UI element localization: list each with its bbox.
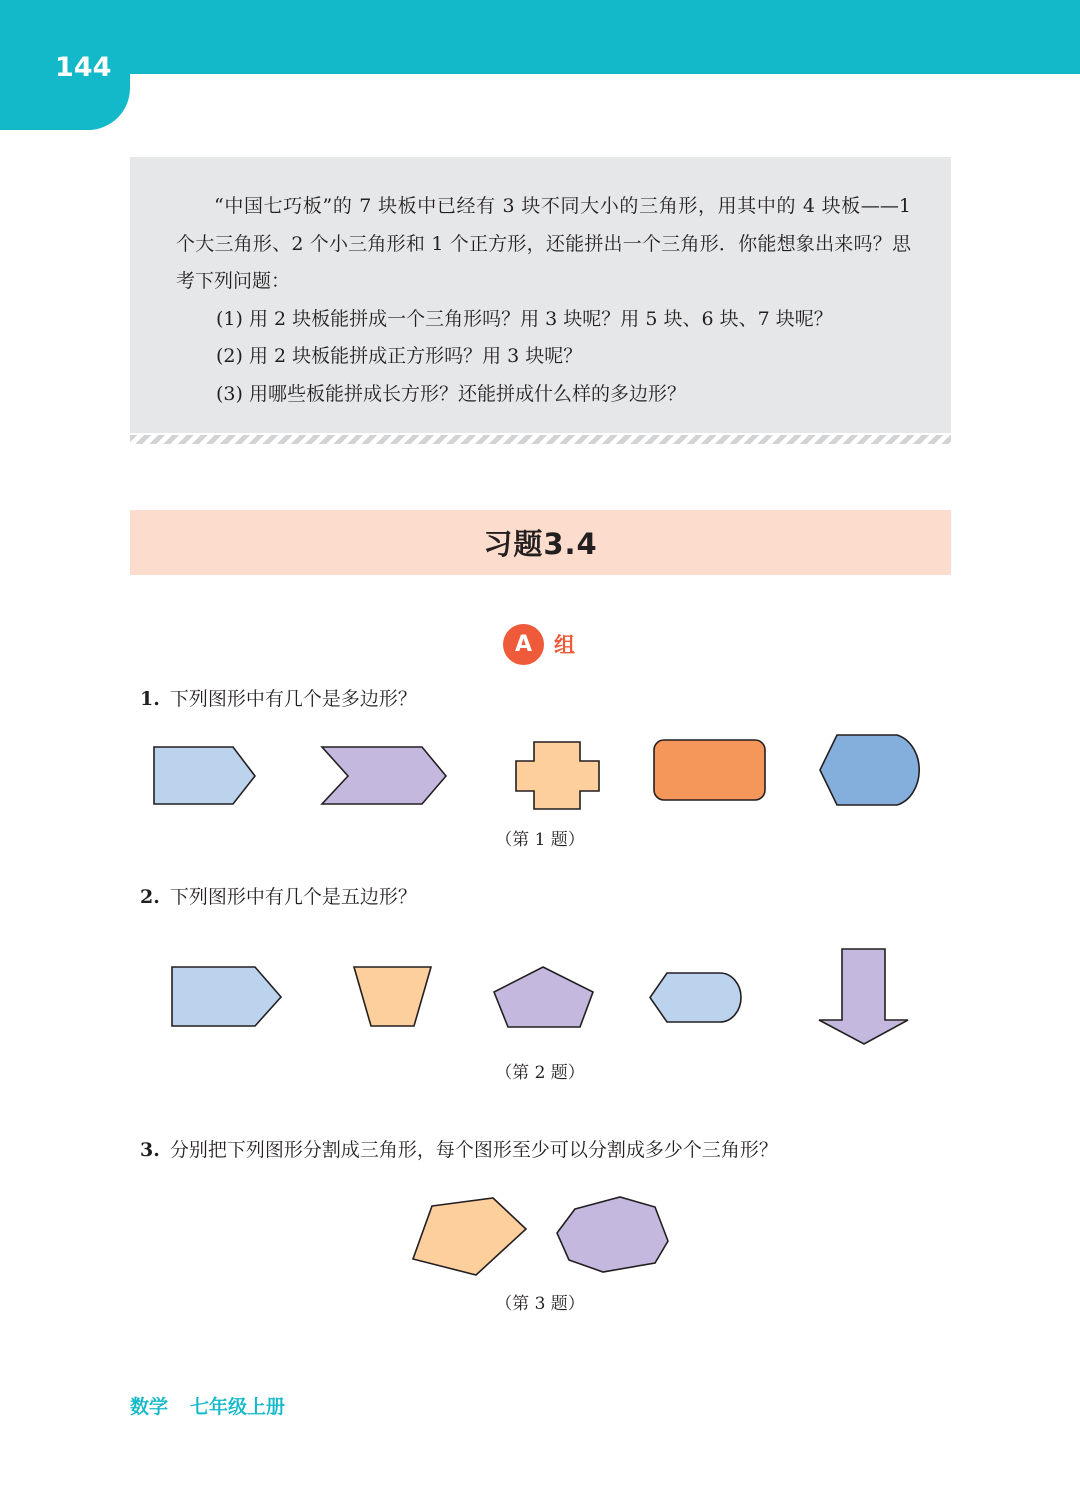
group-heading <box>503 623 575 665</box>
regular-pentagon-shape <box>494 967 593 1027</box>
footer <box>130 1392 285 1419</box>
thinking-text <box>176 188 911 413</box>
problem-2-text: 下列图形中有几个是五边形？ <box>169 886 417 908</box>
problem-2-number: 2. <box>140 886 160 908</box>
problem-1-caption: （第 1 题） <box>495 830 585 850</box>
problem-2 <box>140 882 417 909</box>
problem-3-figure <box>0 1185 1080 1285</box>
thinking-intro: “中国七巧板”的 7 块板中已经有 3 块不同大小的三角形，用其中的 4 块板——1 个大三角形、2 个小三角形和 1 个正方形，还能拼出一个三角形．你能想象出来吗？思考下列问题： <box>176 195 911 292</box>
rounded-hexagon-shape <box>650 973 741 1022</box>
problem-3-number: 3. <box>140 1139 160 1161</box>
rounded-rectangle-shape <box>654 740 765 800</box>
thinking-question-3: (3) 用哪些板能拼成长方形？还能拼成什么样的多边形？ <box>216 382 686 405</box>
chevron-shape <box>322 747 446 804</box>
problem-1-number: 1. <box>140 688 160 710</box>
group-label: 组 <box>554 633 575 657</box>
thinking-question-1: (1) 用 2 块板能拼成一个三角形吗？用 3 块呢？用 5 块、6 块、7 块呢？ <box>216 307 833 330</box>
problem-3-text: 分别把下列图形分割成三角形，每个图形至少可以分割成多少个三角形？ <box>169 1139 778 1161</box>
cross-shape <box>516 742 599 809</box>
footer-subject: 数学 <box>130 1396 169 1418</box>
down-arrow-shape <box>819 949 908 1044</box>
curved-hexagon-shape <box>820 735 919 805</box>
problem-3-caption: （第 3 题） <box>495 1294 585 1314</box>
header-bar <box>0 0 1080 74</box>
problem-3 <box>140 1135 778 1162</box>
octagon-shape <box>557 1197 668 1272</box>
page-number: 144 <box>55 52 112 83</box>
problem-2-figure <box>0 940 1080 1050</box>
exercise-title: 习题3.4 <box>483 527 598 561</box>
group-letter-badge: A <box>503 624 544 665</box>
thinking-question-2: (2) 用 2 块板能拼成正方形吗？用 3 块呢？ <box>216 345 583 367</box>
trapezoid-shape <box>354 967 431 1026</box>
problem-1 <box>140 684 417 711</box>
pentagon-arrow-shape <box>172 967 281 1026</box>
problem-1-text: 下列图形中有几个是多边形？ <box>169 688 417 710</box>
exercise-header <box>130 510 951 575</box>
irregular-pentagon-shape <box>413 1198 526 1275</box>
thinking-box-stripe <box>130 435 951 444</box>
problem-2-caption: （第 2 题） <box>495 1063 585 1083</box>
pentagon-arrow-shape <box>154 747 255 804</box>
problem-1-figure <box>0 730 1080 820</box>
footer-book: 七年级上册 <box>190 1396 286 1418</box>
